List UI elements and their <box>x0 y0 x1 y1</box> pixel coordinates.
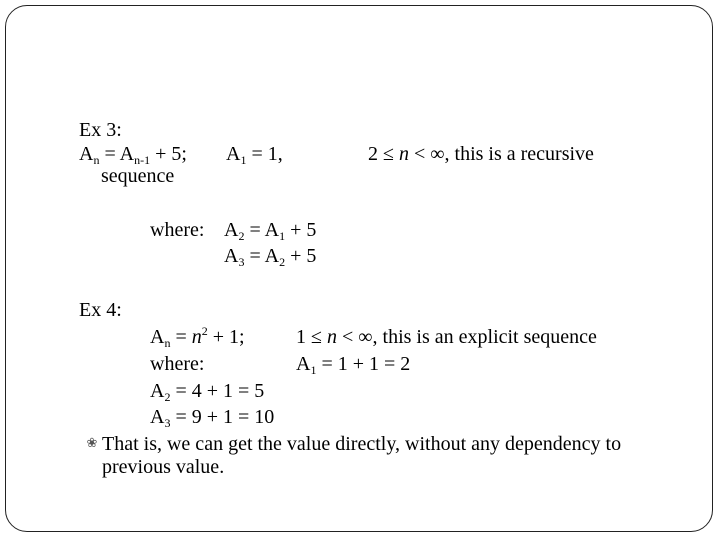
ex4-formula-var: n <box>191 326 202 348</box>
ex3-line3-a: A <box>224 245 239 267</box>
ex4-range-text: 1 ≤ <box>296 326 327 348</box>
ex4-where-text: where: <box>150 353 205 375</box>
ex4-note-line1-text: That is, we can get the value directly, without any dependency to <box>102 433 622 455</box>
ex3-eq-mid2: + 5; <box>150 143 187 165</box>
ex3-range-text: 2 ≤ <box>368 143 399 165</box>
ex3-range-rest: < ∞, this is a recursive <box>408 143 594 165</box>
ex4-formula-eq: = <box>170 326 192 348</box>
ex3-line2-rest: + 5 <box>285 219 317 241</box>
ex4-note-line1 <box>102 432 621 456</box>
ex4-a3-sub: 3 <box>164 416 171 430</box>
ex3-eq-mid1-sub: n-1 <box>134 153 151 167</box>
ex4-a2-sub: 2 <box>164 390 171 404</box>
ex3-line2-sub1: 2 <box>238 229 245 243</box>
ex4-range-var: n <box>326 326 337 348</box>
ex4-heading-text: Ex 4: <box>79 299 122 321</box>
ex3-heading-text: Ex 3: <box>79 119 122 141</box>
ex4-range <box>296 325 597 349</box>
ex3-line2-mid: = A <box>244 219 280 241</box>
ex4-formula-sub: n <box>164 336 171 350</box>
ex3-eq-lhs-sub: n <box>93 153 100 167</box>
ex4-a3-a: A <box>150 406 165 428</box>
ex3-initial-value <box>226 142 283 166</box>
ex3-range <box>368 142 594 166</box>
ex3-line2-sub2: 1 <box>279 229 286 243</box>
ex3-continuation-text: sequence <box>101 165 175 187</box>
ex4-formula-rest: + 1; <box>207 326 245 348</box>
ex4-note-line2-text: previous value. <box>102 456 225 478</box>
ex4-range-rest: < ∞, this is an explicit sequence <box>336 326 597 348</box>
ex4-a2-rest: = 4 + 1 = 5 <box>170 380 265 402</box>
ex4-note-line2 <box>102 455 224 479</box>
ex3-continuation <box>101 164 174 188</box>
ex4-where-label <box>150 352 204 376</box>
ex4-line-a1 <box>296 352 410 376</box>
ex3-line2-a: A <box>224 219 239 241</box>
ex3-line3-sub2: 2 <box>279 255 286 269</box>
ex3-recurrence <box>79 142 187 166</box>
flower-bullet-icon: ❀ <box>86 436 98 451</box>
ex3-init-rest: = 1, <box>246 143 283 165</box>
ex3-line3-sub1: 3 <box>238 255 245 269</box>
ex3-eq-lhs: A <box>79 143 94 165</box>
ex4-a3-rest: = 9 + 1 = 10 <box>170 406 275 428</box>
ex3-line-a2 <box>224 218 316 242</box>
ex4-a1-rest: = 1 + 1 = 2 <box>316 353 411 375</box>
ex4-heading <box>79 298 122 322</box>
ex3-line-a3 <box>224 244 316 268</box>
ex3-heading <box>79 118 122 142</box>
ex3-line3-rest: + 5 <box>285 245 317 267</box>
ex3-line3-mid: = A <box>244 245 280 267</box>
ex3-range-var: n <box>398 143 409 165</box>
ex3-where-label <box>150 218 204 242</box>
ex4-line-a3 <box>150 405 274 429</box>
ex4-line-a2 <box>150 379 264 403</box>
ex4-formula-a: A <box>150 326 165 348</box>
ex3-init-sub: 1 <box>240 153 247 167</box>
ex3-init-a: A <box>226 143 241 165</box>
ex3-where-text: where: <box>150 219 205 241</box>
ex4-a1-sub: 1 <box>310 363 317 377</box>
ex4-a1-a: A <box>296 353 311 375</box>
ex4-formula-sup: 2 <box>201 324 208 338</box>
ex4-formula <box>150 325 245 349</box>
ex4-a2-a: A <box>150 380 165 402</box>
ex3-eq-mid1: = A <box>99 143 135 165</box>
